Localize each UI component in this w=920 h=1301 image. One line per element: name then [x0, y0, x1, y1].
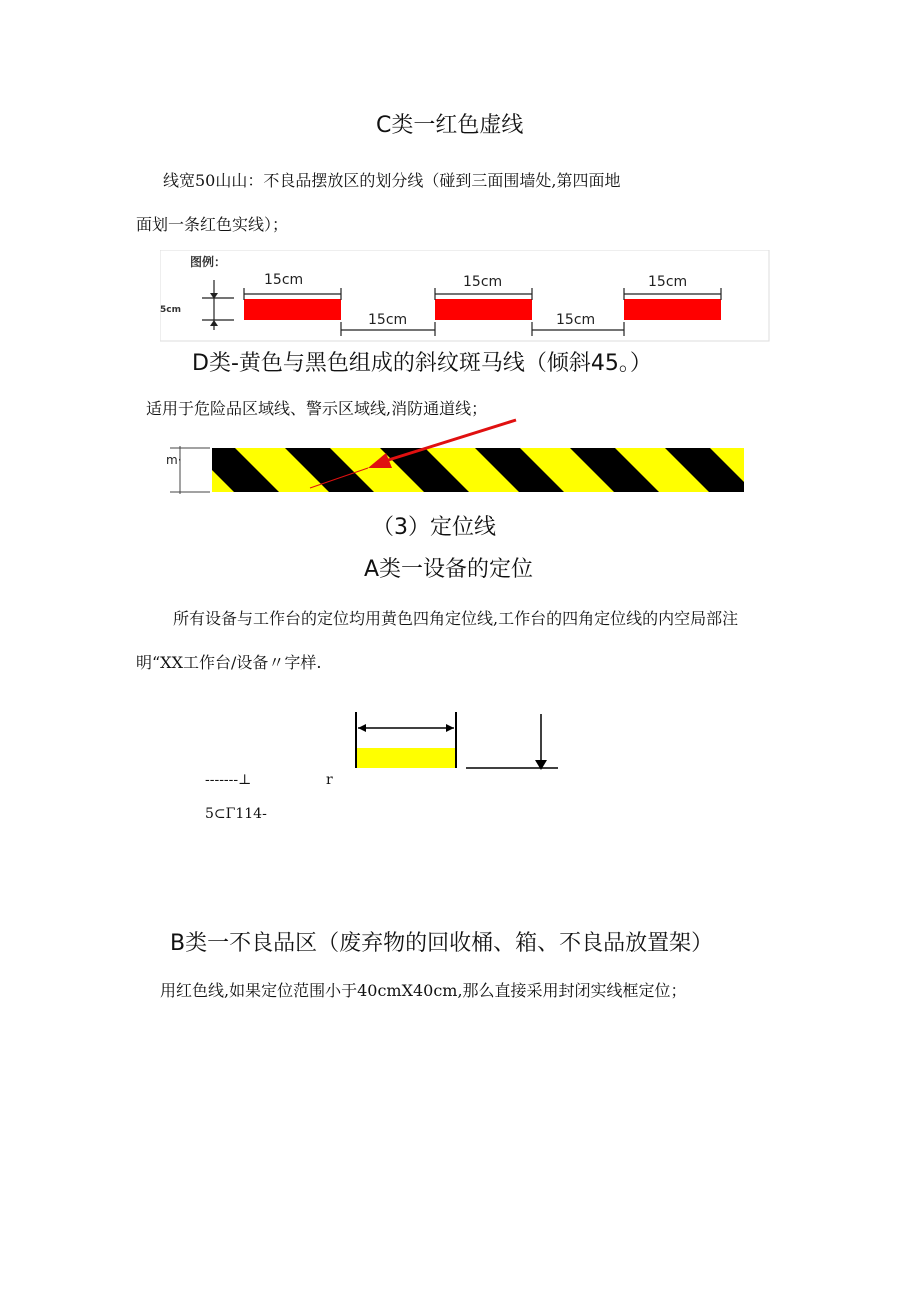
figure-a-fragment-2: r [326, 772, 333, 788]
yellow-corner-fill [356, 748, 456, 768]
section-c-heading: C类一红色虚线 [376, 113, 524, 138]
segment-1-label: 15cm [264, 272, 304, 288]
zebra-line-figure [160, 416, 750, 498]
section-d-line1: 适用于危险品区域线、警示区域线,消防通道线； [146, 399, 488, 418]
section-a-line2: 明“XX工作台/设备〃字样. [136, 653, 322, 672]
red-dashed-line-figure [160, 250, 770, 342]
section-b-line1: 用红色线,如果定位范围小于40cmX40cm,那么直接采用封闭实线框定位； [160, 981, 687, 1000]
figure-c-frame [160, 250, 769, 341]
figure-a-fragment-3: 5⊂Γ114- [205, 806, 267, 822]
red-segment-1 [244, 299, 341, 320]
red-segment-3 [624, 299, 721, 320]
corner-positioning-figure [350, 710, 560, 776]
red-segment-2 [435, 299, 532, 320]
section-c-line2: 面划一条红色实线）； [136, 215, 289, 234]
section-3-heading: （3）定位线 [372, 515, 496, 540]
gap-1-label: 15cm [368, 312, 408, 328]
segment-3-label: 15cm [648, 274, 688, 290]
section-c-line1: 线宽50山山：不良品摆放区的划分线（碰到三面围墙处,第四面地 [163, 171, 621, 190]
section-a-heading: A类一设备的定位 [364, 557, 534, 582]
gap-2-label: 15cm [556, 312, 596, 328]
figure-c-height-label: 5cm [160, 305, 181, 315]
figure-a-fragment-1: -------⊥ [205, 772, 252, 788]
zebra-height-label: m· [166, 453, 182, 467]
section-d-heading: D类-黄色与黑色组成的斜纹斑马线（倾斜45。） [192, 351, 652, 376]
section-b-heading: B类一不良品区（废弃物的回收桶、箱、不良品放置架） [170, 931, 714, 956]
figure-c-legend-label: 图例： [190, 255, 227, 269]
section-a-line1: 所有设备与工作台的定位均用黄色四角定位线,工作台的四角定位线的内空局部注 [173, 609, 739, 628]
segment-2-label: 15cm [463, 274, 503, 290]
